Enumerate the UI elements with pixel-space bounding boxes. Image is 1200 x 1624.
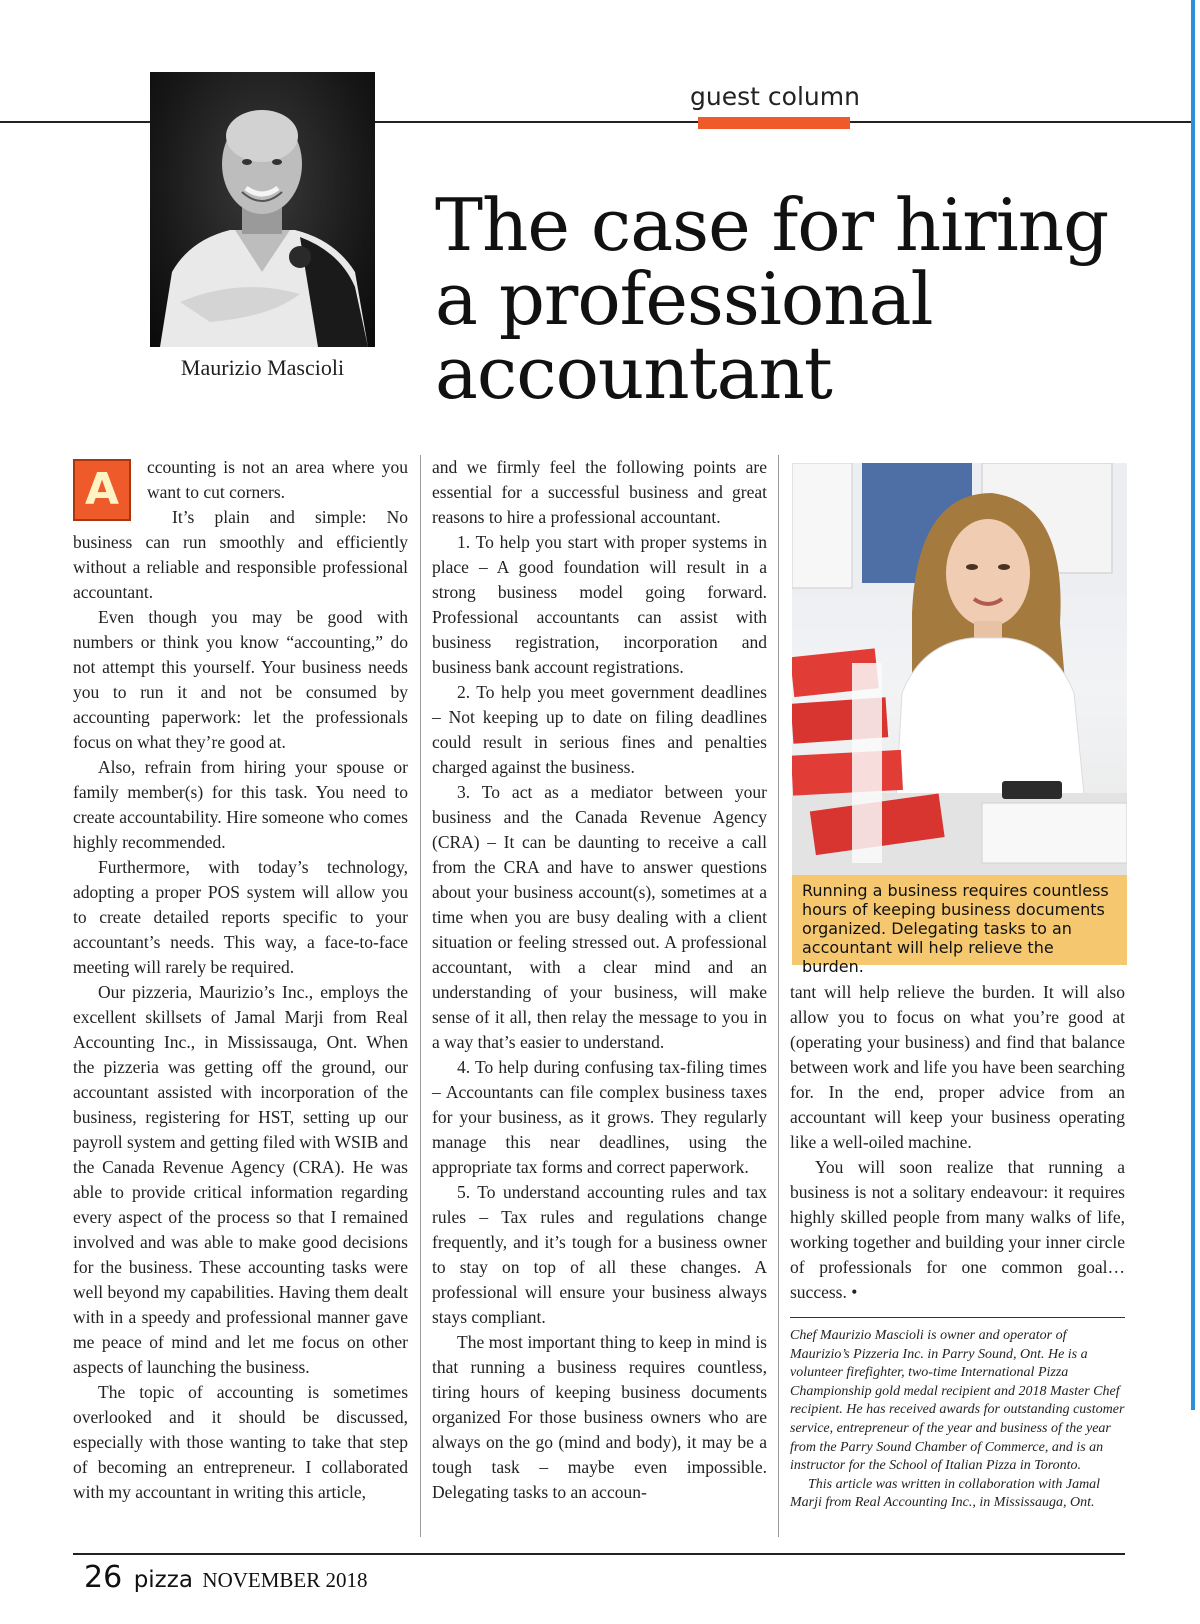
author-photo [150, 72, 375, 347]
drop-cap: A [73, 459, 131, 521]
paragraph: It’s plain and simple: No business can run smoothly and efficiently without a reliable and responsible professional accountant. [73, 507, 408, 602]
paragraph: Our pizzeria, Maurizio’s Inc., employs the excellent skillsets of Jamal Marji from Real Accounting Inc., in Mississauga, Ont. When the pizzeria was getting off the ground, our accountant assisted with incorporation of the business, registering for HST, setting up our payroll system and getting filed with WSIB and the Canada Revenue Agency (CRA). He was able to provide critical information regarding every aspect of the process so that I remained involved and was able to make good decisions for the business. These accounting tasks were well beyond my capabilities. Having them dealt with in a speedy and professional manner gave me peace of mind and let me focus on other aspects of launching the business. [73, 982, 408, 1377]
paragraph: Also, refrain from hiring your spouse or family member(s) for this task. You need to create accountability. Hire someone who comes highly recommended. [73, 757, 408, 852]
article-column-3 [790, 980, 1125, 1305]
paragraph: 1. To help you start with proper systems in place – A good foundation will result in a strong business model going forward. Professional accountants can assist with business registration, incorporation and business bank account registrations. [432, 532, 767, 677]
author-bio [790, 1327, 1125, 1513]
section-label: guest column [690, 82, 860, 111]
page-footer [84, 1560, 368, 1595]
section-accent-bar [698, 117, 850, 129]
page-number: 26 [84, 1560, 123, 1595]
paragraph: 4. To help during confusing tax-filing times – Accountants can file complex business taxes for your business, as it grows. They regularly manage this near deadlines, using the appropriate tax forms and correct paperwork. [432, 1057, 767, 1177]
paragraph: 5. To understand accounting rules and tax rules – Tax rules and regulations change frequently, and it’s tough for a business owner to stay on top of all these changes. A professional will ensure your business always stays compliant. [432, 1182, 767, 1327]
article-photo [792, 463, 1127, 875]
article-column-2 [432, 455, 767, 1505]
paragraph: Even though you may be good with numbers or think you know “accounting,” do not attempt this yourself. Your business needs you to run it and not be consumed by accounting paperwork: let the professionals focus on what they’re good at. [73, 607, 408, 752]
column-divider [778, 455, 779, 1537]
issue-date: NOVEMBER 2018 [202, 1568, 368, 1592]
paragraph: The topic of accounting is sometimes overlooked and it should be discussed, especially with those wanting to take that step of becoming an entrepreneur. I collaborated with my accountant in writing this article, [73, 1382, 408, 1502]
paragraph: You will soon realize that running a business is not a solitary endeavour: it requires highly skilled people from many walks of life, working together and building your inner circle of professionals for one common goal… success. • [790, 1157, 1125, 1302]
photo-caption: Running a business requires countless hours of keeping business documents organized. Delegating tasks to an accountant will help relieve the burden. [792, 875, 1127, 965]
bio-rule [790, 1317, 1125, 1318]
paragraph: Furthermore, with today’s technology, adopting a proper POS system will allow you to create detailed reports specific to your accountant’s needs. This way, a face-to-face meeting will rarely be required. [73, 857, 408, 977]
paragraph: 3. To act as a mediator between your business and the Canada Revenue Agency (CRA) – It can be daunting to receive a call from the CRA and have to answer questions about your business account(s), sometimes at a time when you are busy dealing with a client situation or feeling stressed out. A professional accountant, with a clear mind and an understanding of your business, will make sense of it all, then relay the message to you in a way that’s easier to understand. [432, 782, 767, 1052]
paragraph: 2. To help you meet government deadlines – Not keeping up to date on filing deadlines could result in serious fines and penalties charged against the business. [432, 682, 767, 777]
paragraph: The most important thing to keep in mind is that running a business requires countless, tiring hours of keeping business documents organized For those business owners who are always on the go (mind and body), it may be a tough task – maybe even impossible. Delegating tasks to an accoun- [432, 1332, 767, 1502]
page-edge-stripe [1191, 0, 1195, 1410]
article-headline: The case for hiring a professional accountant [435, 183, 1109, 415]
bio-paragraph: This article was written in collaboration with Jamal Marji from Real Accounting Inc., in Mississauga, Ont. [790, 1476, 1101, 1511]
article-column-1 [73, 455, 408, 1505]
column-divider [420, 455, 421, 1537]
author-byline: Maurizio Mascioli [180, 355, 345, 380]
magazine-name: pizza [133, 1567, 193, 1593]
paragraph: tant will help relieve the burden. It will also allow you to focus on what you’re good at (operating your business) and find that balance between work and life you have been searching for. In the end, proper advice from an accountant will keep your business operating like a well-oiled machine. [790, 982, 1125, 1152]
footer-rule [73, 1553, 1125, 1555]
paragraph: ccounting is not an area where you want to cut corners. [147, 457, 408, 502]
bio-paragraph: Chef Maurizio Mascioli is owner and operator of Maurizio’s Pizzeria Inc. in Parry Sound, Ont. He is a volunteer firefighter, two-time International Pizza Championship gold medal recipient and 2018 Master Chef recipient. He has received awards for outstanding customer service, entrepreneur of the year and business of the year from the Parry Sound Chamber of Commerce, and is an instructor for the School of Italian Pizza in Toronto. [790, 1328, 1125, 1474]
paragraph: and we firmly feel the following points are essential for a successful business and great reasons to hire a professional accountant. [432, 457, 767, 527]
